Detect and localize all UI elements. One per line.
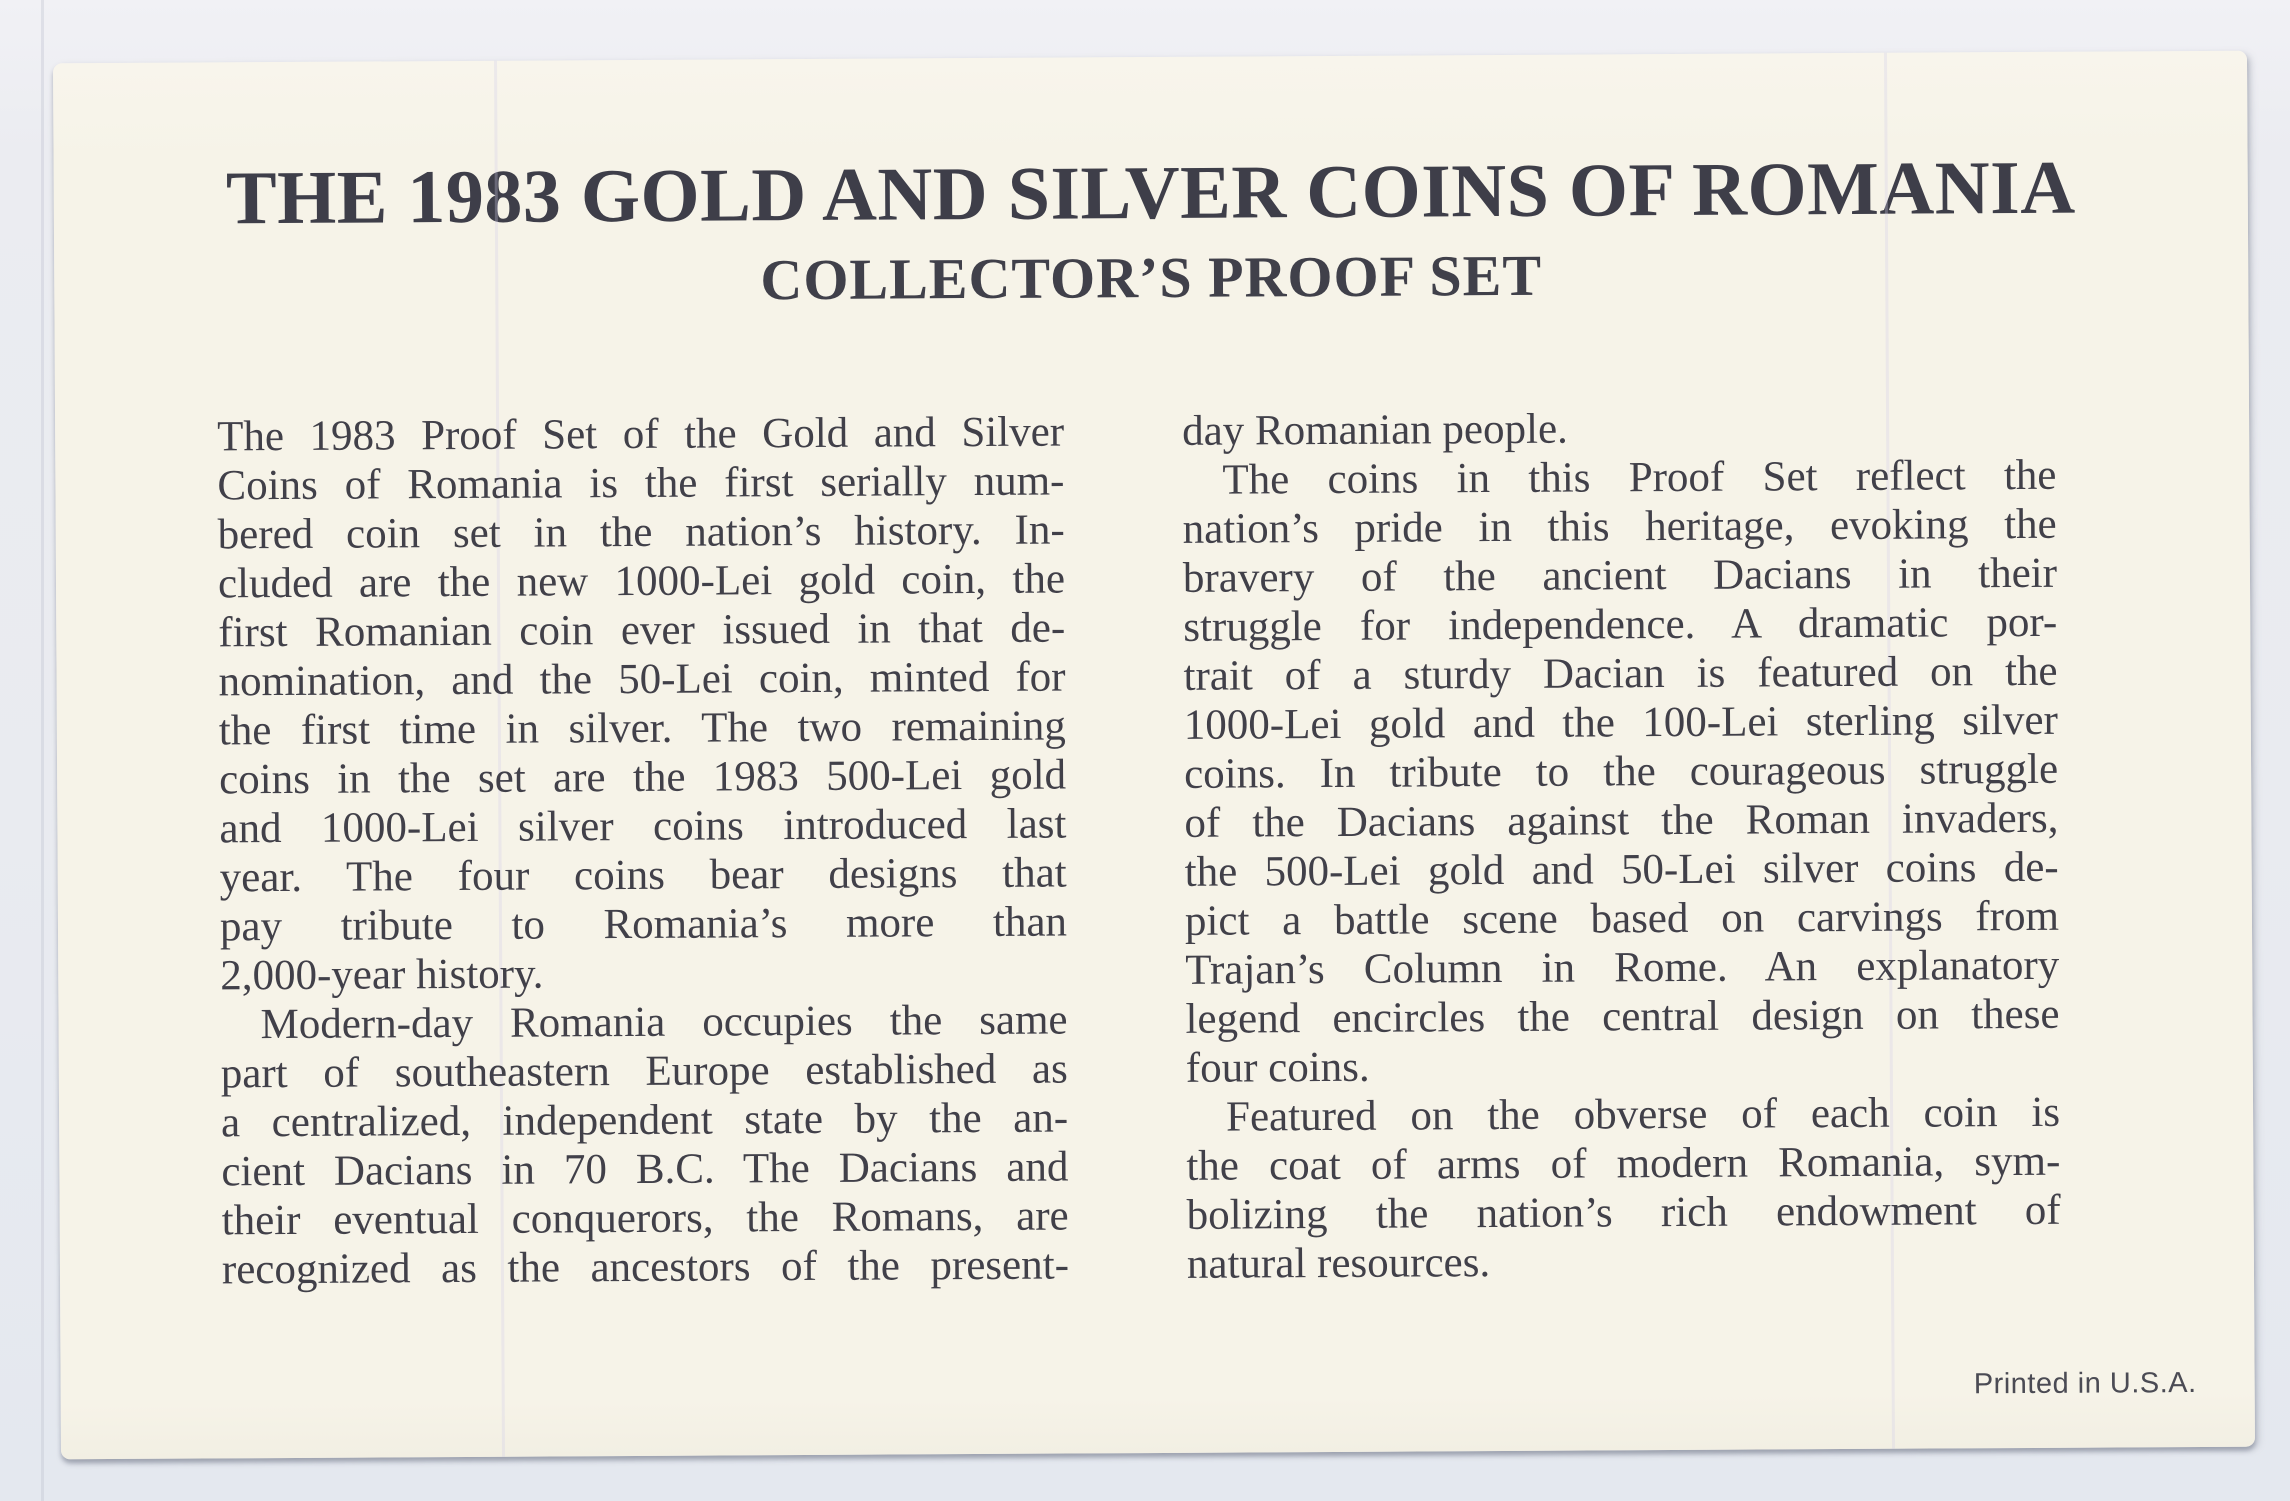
text-line: pay tribute to Romania’s more than — [219, 898, 1068, 951]
text-line: Featured on the obverse of each coin is — [1225, 1088, 2061, 1141]
text-line: The 1983 Proof Set of the Gold and Silver — [217, 408, 1065, 461]
page-title: THE 1983 GOLD AND SILVER COINS OF ROMANIA — [225, 145, 2076, 241]
text-line: Modern-day Romania occupies the same — [260, 996, 1068, 1049]
text-line: first Romanian coin ever issued in that de- — [218, 604, 1066, 657]
text-line: coins. In tribute to the courageous struggle — [1183, 745, 2059, 798]
text-line: legend encircles the central design on these — [1185, 990, 2060, 1043]
text-line: a centralized, independent state by the an- — [220, 1094, 1069, 1147]
text-line: bered coin set in the nation’s history. In- — [217, 506, 1065, 559]
text-line: of the Dacians against the Roman invaders, — [1184, 794, 2059, 847]
text-line: year. The four coins bear designs that — [219, 849, 1067, 902]
text-line: cient Dacians in 70 B.C. The Dacians and — [221, 1143, 1069, 1196]
text-line: and 1000-Lei silver coins introduced last — [219, 800, 1067, 853]
text-line: nation’s pride in this heritage, evoking the — [1182, 500, 2057, 553]
article-body — [217, 402, 2061, 1295]
printed-note: Printed in U.S.A. — [1973, 1367, 2197, 1401]
text-line: trait of a sturdy Dacian is featured on the — [1183, 647, 2058, 700]
text-line: Trajan’s Column in Rome. An explanatory — [1185, 941, 2060, 994]
text-line: natural resources. — [1186, 1239, 1491, 1288]
text-line: Coins of Romania is the first serially num- — [217, 457, 1065, 510]
text-line: four coins. — [1185, 1043, 1370, 1092]
text-line: the 500-Lei gold and 50-Lei silver coins de- — [1184, 843, 2059, 896]
text-line: 2,000-year history. — [220, 950, 544, 1000]
text-line: 1000-Lei gold and the 100-Lei sterling silver — [1183, 696, 2058, 749]
text-line: cluded are the new 1000-Lei gold coin, the — [217, 555, 1066, 608]
text-line: their eventual conquerors, the Romans, are — [221, 1192, 1069, 1245]
proof-set-card — [53, 51, 2255, 1460]
text-line: day Romanian people. — [1182, 405, 1568, 455]
text-line: the first time in silver. The two remaining — [218, 702, 1066, 755]
text-line: bolizing the nation’s rich endowment of — [1186, 1186, 2061, 1239]
text-line: recognized as the ancestors of the present- — [221, 1241, 1070, 1294]
page-subtitle: COLLECTOR’S PROOF SET — [760, 242, 1543, 313]
scanner-streak — [41, 0, 44, 1501]
text-line: pict a battle scene based on carvings from — [1184, 892, 2060, 945]
text-line: bravery of the ancient Dacians in their — [1182, 549, 2058, 602]
text-line: part of southeastern Europe established as — [220, 1045, 1068, 1098]
text-line: the coat of arms of modern Romania, sym- — [1186, 1137, 2061, 1190]
text-column-left — [217, 408, 1069, 1295]
text-column-right — [1182, 402, 2061, 1289]
text-line: struggle for independence. A dramatic por- — [1183, 598, 2058, 651]
text-line: The coins in this Proof Set reflect the — [1222, 451, 2057, 504]
text-line: nomination, and the 50-Lei coin, minted for — [218, 653, 1066, 706]
text-line: coins in the set are the 1983 500-Lei gold — [218, 751, 1067, 804]
